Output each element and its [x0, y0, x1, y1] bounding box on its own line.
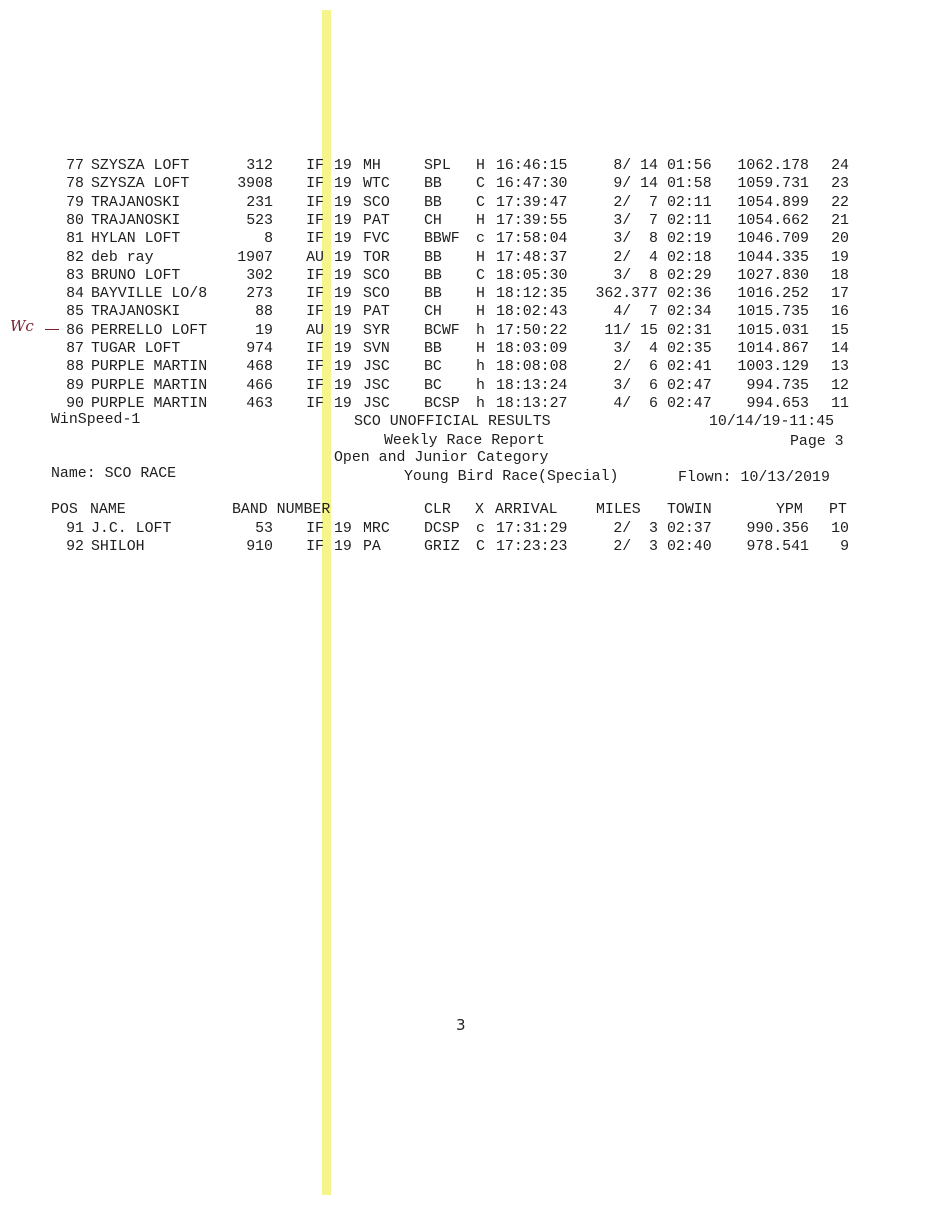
cell-arrival: 18:13:27 — [496, 395, 568, 412]
cell-towin: 02:34 — [667, 304, 712, 321]
cell-band: 8 — [264, 231, 273, 248]
cell-band: 312 — [246, 158, 273, 174]
col-arrival: ARRIVAL — [495, 502, 558, 518]
cell-name: PURPLE MARTIN — [91, 359, 208, 376]
cell-aff: IF — [306, 212, 324, 229]
cell-aff: IF — [306, 377, 324, 394]
cell-pos: 84 — [66, 286, 84, 303]
cell-name: TRAJANOSKI — [91, 194, 181, 211]
cell-club: JSC — [363, 377, 390, 394]
cell-pos: 81 — [66, 231, 84, 248]
cell-aff: IF — [306, 539, 324, 556]
cell-ypm: 1059.731 — [737, 176, 809, 193]
cell-pt: 21 — [831, 212, 849, 229]
cell-yr: 19 — [334, 267, 352, 284]
cell-band: 466 — [246, 377, 273, 394]
cell-band: 19 — [255, 322, 273, 339]
cell-towin: 02:35 — [667, 341, 712, 357]
cell-yr: 19 — [334, 359, 352, 376]
cell-band: 302 — [246, 267, 273, 284]
cell-club: FVC — [363, 231, 390, 248]
cell-band: 53 — [255, 521, 273, 537]
cell-ypm: 1014.867 — [737, 341, 809, 357]
cell-name: HYLAN LOFT — [91, 231, 181, 248]
cell-aff: IF — [306, 231, 324, 248]
cell-pos: 80 — [66, 212, 84, 229]
cell-clr: BC — [424, 359, 442, 376]
col-clr: CLR — [424, 502, 451, 518]
cell-pt: 19 — [831, 249, 849, 266]
cell-pt: 9 — [840, 539, 849, 556]
cell-aff: IF — [306, 304, 324, 321]
cell-x: C — [476, 194, 485, 211]
report-subtitle: Weekly Race Report — [384, 433, 545, 449]
cell-ypm: 1027.830 — [737, 267, 809, 284]
cell-arrival: 16:46:15 — [496, 158, 568, 174]
cell-arrival: 17:39:47 — [496, 194, 568, 211]
cell-miles: 2/ 3 — [613, 539, 658, 556]
cell-towin: 02:40 — [667, 539, 712, 556]
cell-aff: IF — [306, 286, 324, 303]
cell-clr: BBWF — [424, 231, 460, 248]
cell-ypm: 994.653 — [746, 395, 809, 412]
col-pt: PT — [829, 502, 847, 518]
cell-ypm: 1046.709 — [737, 231, 809, 248]
cell-pos: 87 — [66, 341, 84, 357]
cell-aff: IF — [306, 194, 324, 211]
cell-ypm: 1015.735 — [737, 304, 809, 321]
cell-x: c — [476, 231, 485, 248]
cell-pos: 77 — [66, 158, 84, 174]
cell-pt: 24 — [831, 158, 849, 174]
cell-towin: 02:29 — [667, 267, 712, 284]
cell-x: h — [476, 359, 485, 376]
cell-miles: 2/ 7 — [613, 194, 658, 211]
report-title: SCO UNOFFICIAL RESULTS — [354, 414, 551, 430]
cell-club: SCO — [363, 267, 390, 284]
cell-name: PURPLE MARTIN — [91, 395, 208, 412]
cell-yr: 19 — [334, 194, 352, 211]
cell-pt: 15 — [831, 322, 849, 339]
cell-clr: SPL — [424, 158, 451, 174]
cell-aff: IF — [306, 267, 324, 284]
handwritten-note: Wc — [10, 317, 34, 335]
cell-miles: 11/ 15 — [604, 322, 658, 339]
cell-ypm: 978.541 — [746, 539, 809, 556]
cell-yr: 19 — [334, 231, 352, 248]
category-label: Open and Junior Category — [334, 450, 549, 466]
cell-x: c — [476, 521, 485, 537]
cell-arrival: 17:50:22 — [496, 322, 568, 339]
cell-band: 974 — [246, 341, 273, 357]
cell-pos: 89 — [66, 377, 84, 394]
cell-arrival: 18:08:08 — [496, 359, 568, 376]
race-name-label: Name: SCO RACE — [51, 466, 177, 482]
col-miles: MILES — [596, 502, 641, 518]
cell-clr: GRIZ — [424, 539, 460, 556]
cell-miles: 2/ 3 — [613, 521, 658, 537]
cell-club: MRC — [363, 521, 390, 537]
cell-yr: 19 — [334, 377, 352, 394]
cell-band: 1907 — [237, 249, 273, 266]
cell-arrival: 18:13:24 — [496, 377, 568, 394]
cell-pt: 13 — [831, 359, 849, 376]
cell-pt: 18 — [831, 267, 849, 284]
cell-name: PURPLE MARTIN — [91, 377, 208, 394]
col-ypm: YPM — [776, 502, 803, 518]
cell-yr: 19 — [334, 286, 352, 303]
software-label: WinSpeed-1 — [51, 412, 141, 428]
page-label: Page 3 — [790, 434, 844, 450]
cell-pt: 22 — [831, 194, 849, 211]
flown-date: Flown: 10/13/2019 — [678, 470, 830, 486]
cell-name: BRUNO LOFT — [91, 267, 181, 284]
cell-band: 88 — [255, 304, 273, 321]
cell-yr: 19 — [334, 249, 352, 266]
cell-name: SZYSZA LOFT — [91, 158, 190, 174]
cell-club: JSC — [363, 395, 390, 412]
cell-name: TRAJANOSKI — [91, 212, 181, 229]
cell-x: C — [476, 176, 485, 193]
cell-arrival: 17:31:29 — [496, 521, 568, 537]
cell-towin: 01:56 — [667, 158, 712, 174]
cell-miles: 4/ 7 — [613, 304, 658, 321]
cell-towin: 02:19 — [667, 231, 712, 248]
cell-x: H — [476, 286, 485, 303]
cell-ypm: 1003.129 — [737, 359, 809, 376]
cell-towin: 02:11 — [667, 194, 712, 211]
cell-arrival: 18:02:43 — [496, 304, 568, 321]
cell-pos: 79 — [66, 194, 84, 211]
cell-aff: IF — [306, 359, 324, 376]
cell-clr: BB — [424, 194, 442, 211]
race-type-label: Young Bird Race(Special) — [404, 469, 619, 485]
cell-clr: BB — [424, 286, 442, 303]
cell-ypm: 1054.662 — [737, 212, 809, 229]
cell-arrival: 18:03:09 — [496, 341, 568, 357]
cell-club: TOR — [363, 249, 390, 266]
cell-club: SYR — [363, 322, 390, 339]
cell-miles: 2/ 6 — [613, 359, 658, 376]
cell-band: 910 — [246, 539, 273, 556]
cell-pt: 17 — [831, 286, 849, 303]
page-number: 3 — [456, 1016, 466, 1034]
col-band: BAND NUMBER — [232, 502, 331, 518]
cell-arrival: 18:12:35 — [496, 286, 568, 303]
cell-towin: 02:11 — [667, 212, 712, 229]
cell-club: PAT — [363, 212, 390, 229]
cell-yr: 19 — [334, 304, 352, 321]
cell-clr: BCWF — [424, 322, 460, 339]
cell-aff: IF — [306, 395, 324, 412]
cell-band: 231 — [246, 194, 273, 211]
cell-name: PERRELLO LOFT — [91, 322, 208, 339]
cell-aff: AU — [306, 249, 324, 266]
cell-pos: 85 — [66, 304, 84, 321]
cell-clr: BC — [424, 377, 442, 394]
cell-x: H — [476, 249, 485, 266]
cell-name: SHILOH — [91, 539, 145, 556]
cell-arrival: 17:23:23 — [496, 539, 568, 556]
cell-towin: 02:36 — [667, 286, 712, 303]
cell-arrival: 17:58:04 — [496, 231, 568, 248]
cell-pos: 86 — [66, 322, 84, 339]
cell-pt: 11 — [831, 395, 849, 412]
cell-club: WTC — [363, 176, 390, 193]
cell-pt: 14 — [831, 341, 849, 357]
cell-band: 3908 — [237, 176, 273, 193]
cell-aff: IF — [306, 158, 324, 174]
col-towin: TOWIN — [667, 502, 712, 518]
cell-arrival: 16:47:30 — [496, 176, 568, 193]
cell-club: MH — [363, 158, 381, 174]
cell-name: SZYSZA LOFT — [91, 176, 190, 193]
cell-pos: 83 — [66, 267, 84, 284]
cell-towin: 02:18 — [667, 249, 712, 266]
cell-x: C — [476, 539, 485, 556]
cell-x: h — [476, 377, 485, 394]
cell-ypm: 1062.178 — [737, 158, 809, 174]
cell-ypm: 1016.252 — [737, 286, 809, 303]
cell-ypm: 990.356 — [746, 521, 809, 537]
cell-ypm: 994.735 — [746, 377, 809, 394]
cell-x: H — [476, 212, 485, 229]
cell-band: 273 — [246, 286, 273, 303]
cell-yr: 19 — [334, 395, 352, 412]
cell-towin: 02:47 — [667, 395, 712, 412]
cell-clr: BB — [424, 267, 442, 284]
cell-band: 523 — [246, 212, 273, 229]
cell-miles: 8/ 14 — [613, 158, 658, 174]
cell-club: SCO — [363, 194, 390, 211]
handwritten-dash — [45, 329, 59, 330]
report-timestamp: 10/14/19-11:45 — [709, 414, 835, 430]
cell-aff: IF — [306, 521, 324, 537]
cell-pt: 16 — [831, 304, 849, 321]
cell-name: deb ray — [91, 249, 154, 266]
cell-pos: 78 — [66, 176, 84, 193]
cell-band: 468 — [246, 359, 273, 376]
cell-miles: 362.377 — [595, 286, 658, 303]
cell-x: C — [476, 267, 485, 284]
cell-aff: IF — [306, 176, 324, 193]
cell-aff: IF — [306, 341, 324, 357]
col-x: X — [475, 502, 484, 518]
col-pos: POS — [51, 502, 78, 518]
cell-towin: 01:58 — [667, 176, 712, 193]
cell-pos: 91 — [66, 521, 84, 537]
cell-clr: BB — [424, 249, 442, 266]
cell-pos: 92 — [66, 539, 84, 556]
cell-pos: 88 — [66, 359, 84, 376]
col-name: NAME — [90, 502, 126, 518]
cell-yr: 19 — [334, 521, 352, 537]
cell-clr: BB — [424, 176, 442, 193]
cell-miles: 9/ 14 — [613, 176, 658, 193]
cell-club: PA — [363, 539, 381, 556]
cell-ypm: 1044.335 — [737, 249, 809, 266]
cell-miles: 4/ 6 — [613, 395, 658, 412]
cell-ypm: 1054.899 — [737, 194, 809, 211]
cell-pos: 82 — [66, 249, 84, 266]
cell-towin: 02:31 — [667, 322, 712, 339]
cell-pt: 12 — [831, 377, 849, 394]
cell-club: PAT — [363, 304, 390, 321]
cell-x: h — [476, 322, 485, 339]
cell-miles: 3/ 8 — [613, 231, 658, 248]
cell-miles: 3/ 7 — [613, 212, 658, 229]
cell-x: H — [476, 158, 485, 174]
cell-club: JSC — [363, 359, 390, 376]
cell-yr: 19 — [334, 322, 352, 339]
cell-aff: AU — [306, 322, 324, 339]
cell-ypm: 1015.031 — [737, 322, 809, 339]
cell-miles: 3/ 6 — [613, 377, 658, 394]
cell-clr: CH — [424, 304, 442, 321]
cell-club: SVN — [363, 341, 390, 357]
cell-clr: BCSP — [424, 395, 460, 412]
cell-pt: 20 — [831, 231, 849, 248]
cell-x: h — [476, 395, 485, 412]
cell-yr: 19 — [334, 341, 352, 357]
cell-club: SCO — [363, 286, 390, 303]
cell-towin: 02:47 — [667, 377, 712, 394]
cell-miles: 3/ 8 — [613, 267, 658, 284]
cell-pt: 10 — [831, 521, 849, 537]
cell-yr: 19 — [334, 212, 352, 229]
cell-towin: 02:37 — [667, 521, 712, 537]
cell-yr: 19 — [334, 539, 352, 556]
cell-arrival: 17:39:55 — [496, 212, 568, 229]
cell-pos: 90 — [66, 395, 84, 412]
cell-name: BAYVILLE LO/8 — [91, 286, 208, 303]
cell-arrival: 17:48:37 — [496, 249, 568, 266]
cell-miles: 3/ 4 — [613, 341, 658, 357]
cell-name: TRAJANOSKI — [91, 304, 181, 321]
cell-x: H — [476, 304, 485, 321]
cell-clr: BB — [424, 341, 442, 357]
cell-name: J.C. LOFT — [91, 521, 172, 537]
cell-yr: 19 — [334, 176, 352, 193]
cell-pt: 23 — [831, 176, 849, 193]
cell-yr: 19 — [334, 158, 352, 174]
cell-band: 463 — [246, 395, 273, 412]
cell-clr: CH — [424, 212, 442, 229]
cell-clr: DCSP — [424, 521, 460, 537]
cell-x: H — [476, 341, 485, 357]
cell-name: TUGAR LOFT — [91, 341, 181, 357]
cell-towin: 02:41 — [667, 359, 712, 376]
cell-miles: 2/ 4 — [613, 249, 658, 266]
cell-arrival: 18:05:30 — [496, 267, 568, 284]
